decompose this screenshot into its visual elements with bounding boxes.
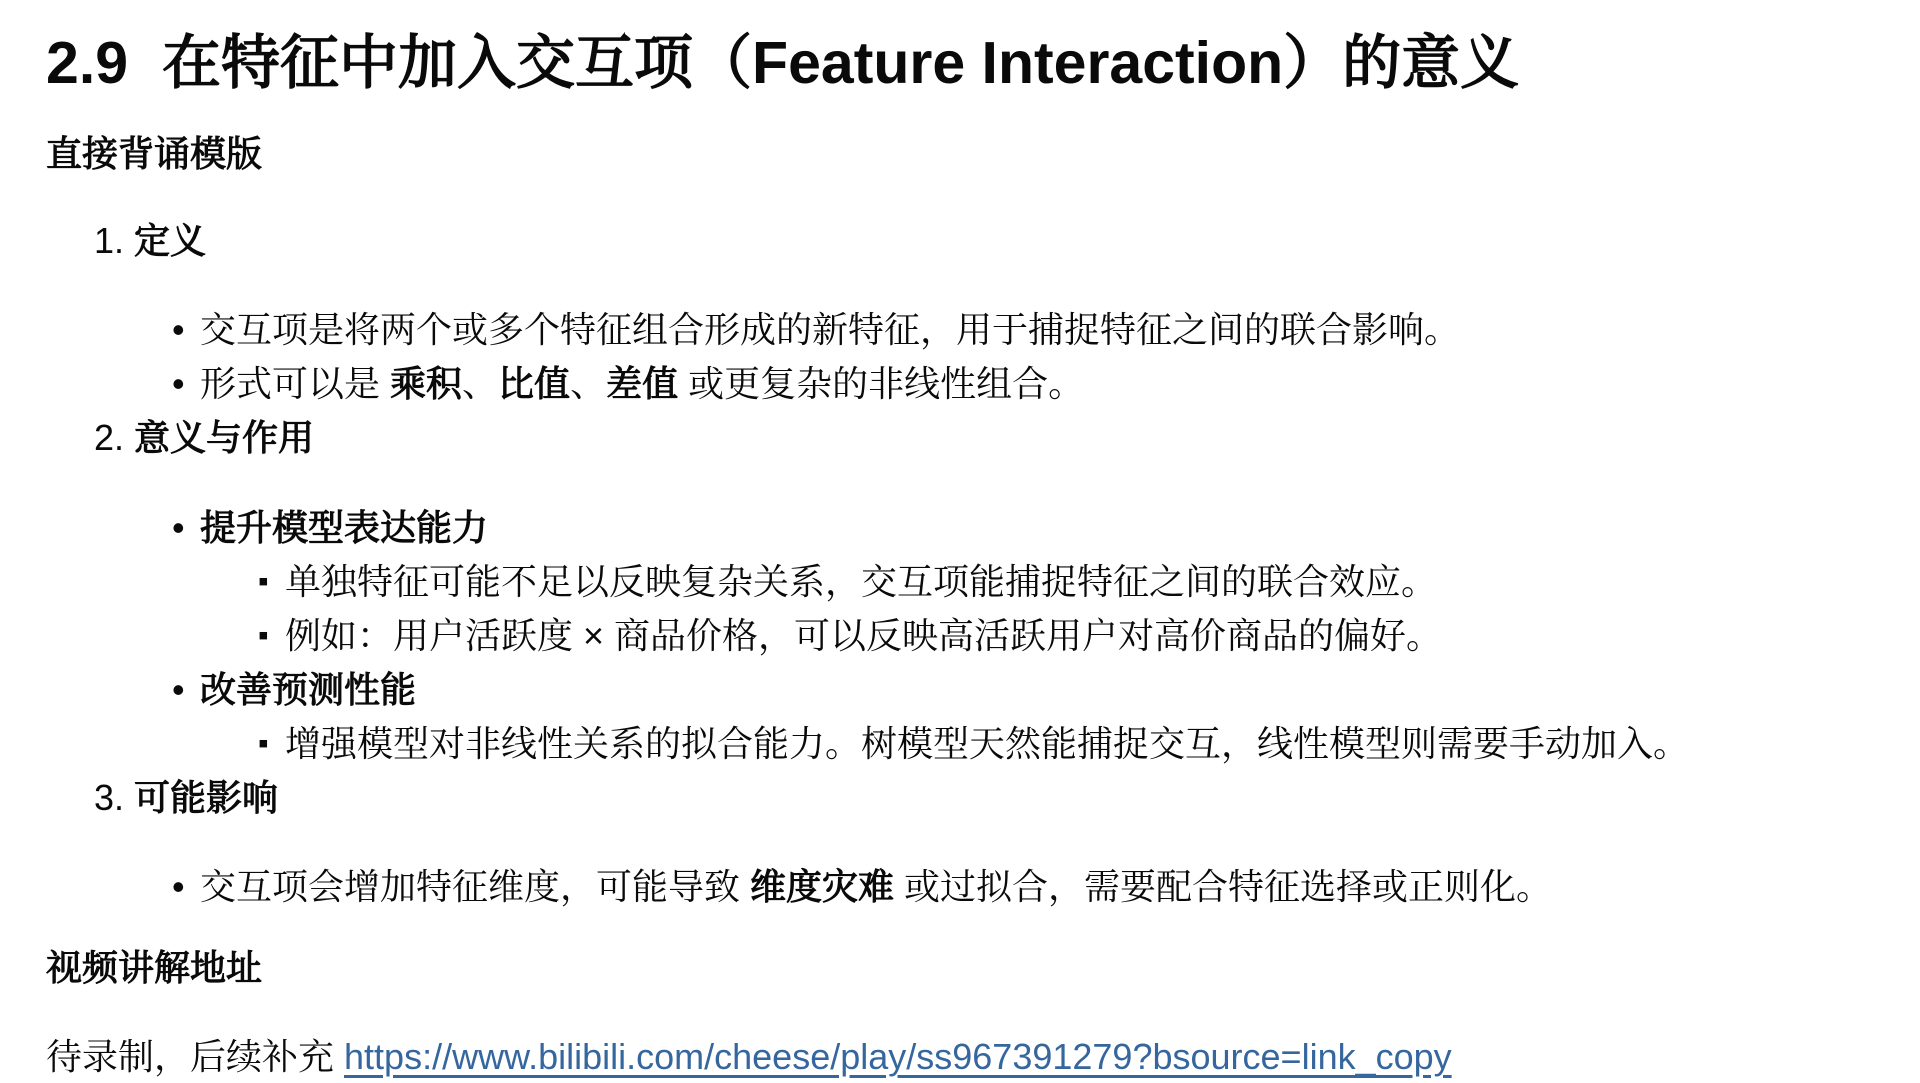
bullet-text: 交互项是将两个或多个特征组合形成的新特征，用于捕捉特征之间的联合影响。 bbox=[200, 309, 1461, 351]
bullet-disc-icon: • bbox=[172, 668, 185, 710]
bullet-square-icon: ▪ bbox=[258, 618, 269, 652]
recite-heading: 直接背诵模版 bbox=[46, 132, 263, 174]
sub-bullet-item bbox=[258, 610, 1880, 661]
bullet-disc-icon: • bbox=[172, 506, 185, 548]
bold-term: 比值 bbox=[498, 363, 571, 405]
section-title-text: 在特征中加入交互项（Feature Interaction）的意义 bbox=[162, 30, 1520, 96]
bullet-item bbox=[172, 502, 1880, 553]
sub-label: 提升模型表达能力 bbox=[200, 506, 489, 548]
sub-bullet-text: 单独特征可能不足以反映复杂关系，交互项能捕捉特征之间的联合效应。 bbox=[285, 560, 1438, 602]
sub-bullet-item bbox=[258, 718, 1880, 769]
bullet-item bbox=[172, 358, 1880, 409]
sub-bullet-item bbox=[258, 556, 1880, 607]
bullet-text: 交互项会增加特征维度，可能导致 维度灾难 或过拟合，需要配合特征选择或正则化。 bbox=[200, 866, 1553, 908]
sub-bullet-text: 例如：用户活跃度 × 商品价格，可以反映高活跃用户对高价商品的偏好。 bbox=[285, 614, 1443, 656]
page-title bbox=[46, 28, 1880, 100]
bullet-disc-icon: • bbox=[172, 309, 185, 351]
section-number: 2.9 bbox=[46, 30, 129, 96]
list-number: 3. bbox=[94, 777, 125, 819]
bullet-text: 形式可以是 乘积、比值、差值 或更复杂的非线性组合。 bbox=[200, 363, 1085, 405]
bullet-item bbox=[172, 861, 1880, 912]
bullet-item bbox=[172, 664, 1880, 715]
list-number: 2. bbox=[94, 417, 125, 459]
sub-label: 改善预测性能 bbox=[200, 668, 417, 710]
bullet-disc-icon: • bbox=[172, 866, 185, 908]
video-heading: 视频讲解地址 bbox=[46, 947, 263, 989]
list-item-significance bbox=[94, 412, 1880, 463]
list-item-impact bbox=[94, 772, 1880, 823]
footer-prefix: 待录制，后续补充 bbox=[46, 1036, 345, 1078]
bilibili-link[interactable]: https://www.bilibili.com/cheese/play/ss967391279?bsource=link_copy bbox=[344, 1036, 1452, 1078]
bold-term: 维度灾难 bbox=[750, 866, 895, 908]
ordered-list bbox=[46, 215, 1880, 912]
list-number: 1. bbox=[94, 220, 125, 262]
list-item-definition bbox=[94, 215, 1880, 266]
list-item-label: 定义 bbox=[134, 220, 207, 262]
bullet-disc-icon: • bbox=[172, 363, 185, 405]
list-item-label: 意义与作用 bbox=[134, 417, 315, 459]
bold-term: 乘积 bbox=[390, 363, 463, 405]
sub-bullet-text: 增强模型对非线性关系的拟合能力。树模型天然能捕捉交互，线性模型则需要手动加入。 bbox=[285, 722, 1690, 764]
bold-term: 差值 bbox=[606, 363, 679, 405]
bullet-square-icon: ▪ bbox=[258, 564, 269, 598]
bullet-item bbox=[172, 304, 1880, 355]
footer-note bbox=[46, 1031, 1880, 1082]
bullet-square-icon: ▪ bbox=[258, 726, 269, 760]
list-item-label: 可能影响 bbox=[134, 777, 279, 819]
